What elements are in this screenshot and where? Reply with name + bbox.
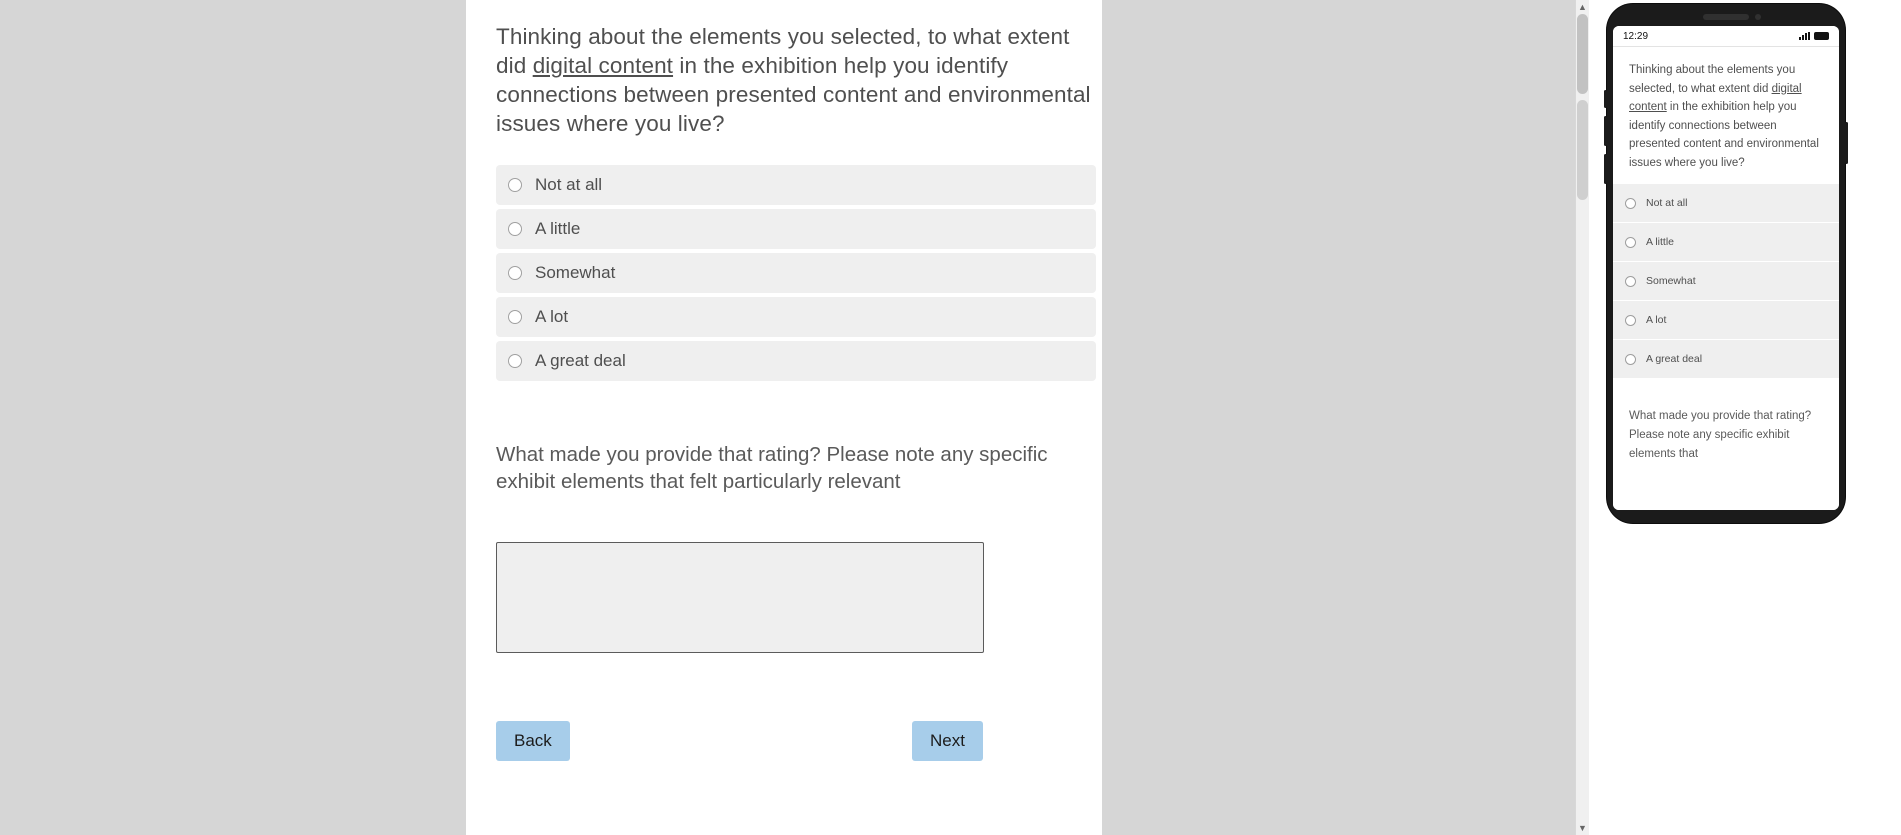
question-emphasis-digital-content: digital content: [532, 53, 674, 78]
phone-button-volume-up: [1604, 116, 1607, 146]
phone-option-row-somewhat[interactable]: [1613, 262, 1839, 301]
radio-button-icon[interactable]: [508, 178, 522, 192]
radio-button-icon[interactable]: [1625, 237, 1636, 248]
radio-button-icon[interactable]: [508, 310, 522, 324]
next-button[interactable]: Next: [912, 721, 983, 761]
option-row-somewhat[interactable]: [496, 253, 1096, 293]
phone-question-part2: in the exhibition help you identify connections between presented content and environmental issues where you live?: [1629, 101, 1819, 169]
option-row-a-little[interactable]: [496, 209, 1096, 249]
radio-button-icon[interactable]: [508, 266, 522, 280]
phone-question-text: [1613, 47, 1839, 184]
phone-answer-options-list: [1613, 184, 1839, 379]
radio-button-icon[interactable]: [1625, 276, 1636, 287]
option-row-a-great-deal[interactable]: [496, 341, 1096, 381]
option-label: A great deal: [1646, 353, 1703, 365]
option-label: A little: [1646, 236, 1675, 248]
phone-survey-content: [1613, 47, 1839, 510]
phone-option-row-not-at-all[interactable]: [1613, 184, 1839, 223]
radio-button-icon[interactable]: [1625, 315, 1636, 326]
survey-content: [496, 22, 1096, 761]
question-text: [496, 22, 1096, 138]
scrollbar-thumb[interactable]: [1577, 14, 1588, 94]
phone-button-volume-down: [1604, 154, 1607, 184]
battery-icon: [1814, 32, 1829, 40]
question-text-part1: Thinking about the elements you selected, to what extent did: [496, 24, 1070, 78]
option-label: Not at all: [535, 175, 603, 194]
phone-frame: [1607, 4, 1845, 523]
answer-options-list: [496, 165, 1096, 381]
option-label: A lot: [535, 307, 569, 326]
navigation-buttons: [496, 721, 983, 761]
phone-option-row-a-lot[interactable]: [1613, 301, 1839, 340]
question-text-part2: in the exhibition help you identify connections between presented content and environmental issues where you live?: [496, 53, 1091, 136]
radio-button-icon[interactable]: [508, 222, 522, 236]
vertical-scrollbar[interactable]: [1575, 0, 1589, 835]
back-button[interactable]: Back: [496, 721, 570, 761]
scroll-down-arrow-icon[interactable]: ▼: [1576, 821, 1589, 835]
option-label: Somewhat: [1646, 275, 1696, 287]
radio-button-icon[interactable]: [508, 354, 522, 368]
phone-followup-question-text: What made you provide that rating? Please note any specific exhibit elements that: [1629, 410, 1812, 460]
scrollbar-thumb-secondary[interactable]: [1577, 100, 1588, 200]
followup-answer-textarea[interactable]: [496, 542, 984, 653]
phone-question-emphasis: digital content: [1629, 82, 1802, 113]
status-time: 12:29: [1623, 30, 1649, 42]
phone-question-part1: Thinking about the elements you selected, to what extent did: [1629, 64, 1796, 95]
phone-status-bar: [1613, 26, 1839, 46]
signal-bars-icon: [1799, 32, 1810, 40]
radio-button-icon[interactable]: [1625, 198, 1636, 209]
status-icons: [1799, 32, 1829, 40]
phone-option-row-a-great-deal[interactable]: [1613, 340, 1839, 379]
phone-option-row-a-little[interactable]: [1613, 223, 1839, 262]
followup-question-text: What made you provide that rating? Please note any specific exhibit elements that felt particularly relevant: [496, 443, 1048, 493]
option-label: A little: [535, 219, 581, 238]
option-label: A lot: [1646, 314, 1667, 326]
option-label: Not at all: [1646, 197, 1688, 209]
phone-preview-area: [1589, 0, 1901, 835]
phone-button-power: [1845, 122, 1848, 164]
option-label: Somewhat: [535, 263, 616, 282]
option-row-not-at-all[interactable]: [496, 165, 1096, 205]
phone-speaker-icon: [1703, 14, 1749, 20]
scroll-up-arrow-icon[interactable]: ▲: [1576, 0, 1589, 14]
phone-camera-icon: [1755, 14, 1761, 20]
radio-button-icon[interactable]: [1625, 354, 1636, 365]
option-label: A great deal: [535, 351, 626, 370]
phone-screen: [1613, 26, 1839, 510]
option-row-a-lot[interactable]: [496, 297, 1096, 337]
survey-card: [466, 0, 1102, 835]
phone-button-silent: [1604, 90, 1607, 108]
